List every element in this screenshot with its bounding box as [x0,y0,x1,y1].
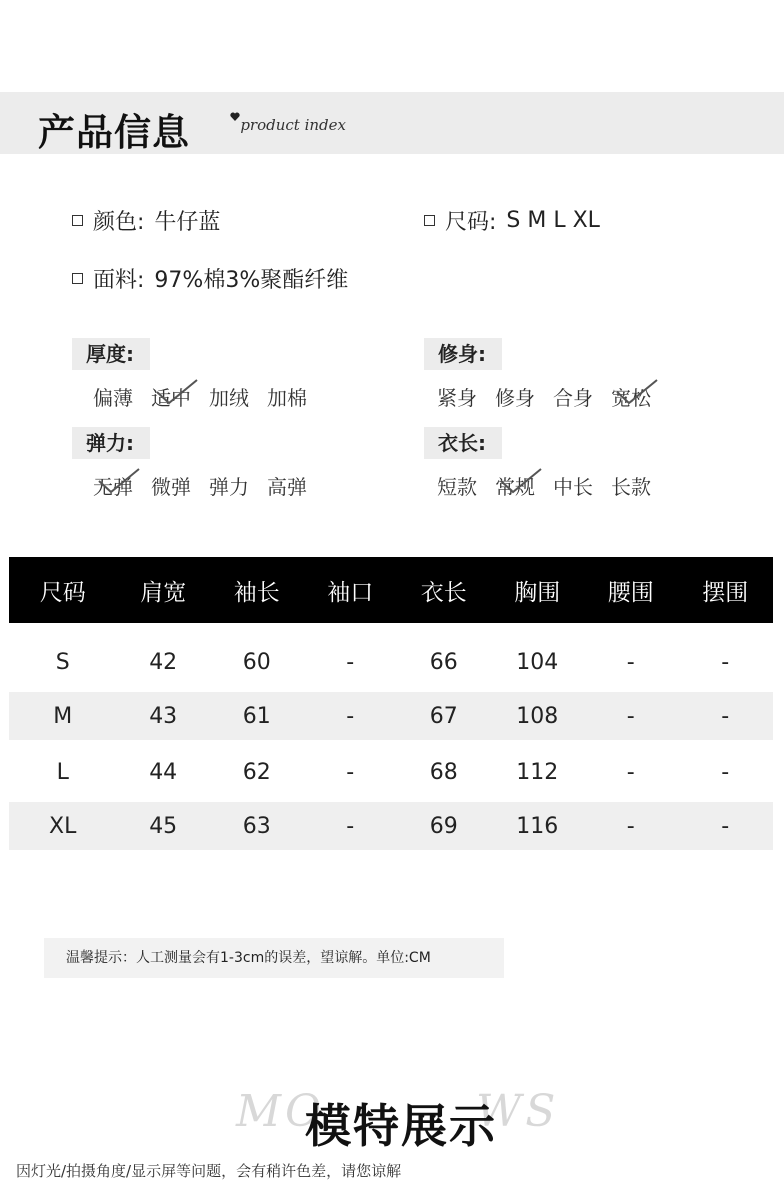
fit-option-selected: 宽松 [611,382,651,411]
table-row [9,748,773,796]
elasticity-option: 弹力 [209,475,249,499]
table-cell: 61 [242,703,271,729]
fit-option: 合身 [553,386,593,410]
table-cell: - [346,649,355,675]
table-cell: 63 [242,813,271,839]
checkbox-square-icon [424,215,435,226]
size-info [424,205,600,236]
table-cell: 60 [242,649,271,675]
column-header: 袖口 [327,579,374,606]
table-cell: - [346,703,355,729]
fit-option: 修身 [495,386,535,410]
color-difference-note: 因灯光/拍摄角度/显示屏等问题，会有稍许色差，请您谅解 [16,1162,402,1180]
checkmark-icon [613,376,659,406]
table-cell: M [53,703,73,729]
elasticity-option: 微弹 [151,475,191,499]
table-cell: S [55,649,70,675]
size-table-header [9,557,773,623]
length-label: 衣长: [424,427,502,459]
model-script-right: WS [476,1086,560,1137]
checkmark-icon [497,465,543,495]
table-cell: 42 [149,649,178,675]
size-label: 尺码: [445,210,497,235]
table-cell: - [721,703,730,729]
column-header: 肩宽 [140,579,187,606]
banner-title: 产品信息 [38,111,190,154]
length-option: 中长 [553,475,593,499]
thickness-option: 加绒 [209,386,249,410]
table-cell: - [721,813,730,839]
column-header: 腰围 [607,579,654,606]
fabric-label: 面料: [93,268,145,293]
table-cell: - [626,813,635,839]
table-row [9,638,773,686]
table-cell: 104 [516,649,559,675]
table-cell: - [721,649,730,675]
color-label: 颜色: [93,210,145,235]
fabric-value: 97%棉3%聚酯纤维 [154,268,349,293]
checkbox-square-icon [72,215,83,226]
thickness-option: 加棉 [267,386,307,410]
table-cell: - [346,813,355,839]
table-row [9,692,773,740]
color-value: 牛仔蓝 [154,210,221,235]
thickness-options [93,382,325,411]
table-cell: - [346,759,355,785]
column-header: 尺码 [39,579,86,606]
size-value: S M L XL [506,208,600,233]
table-cell: 66 [429,649,458,675]
table-cell: 62 [242,759,271,785]
color-info [72,205,220,236]
table-cell: 68 [429,759,458,785]
table-cell: 116 [516,813,559,839]
checkmark-icon [95,465,141,495]
table-cell: - [626,649,635,675]
thickness-option-selected: 适中 [151,382,191,411]
table-cell: - [721,759,730,785]
fabric-info [72,263,348,294]
checkbox-square-icon [72,273,83,284]
table-cell: 43 [149,703,178,729]
thickness-option: 偏薄 [93,386,133,410]
table-cell: 44 [149,759,178,785]
column-header: 胸围 [514,579,561,606]
table-cell: XL [49,813,77,839]
model-section-title: 模特展示 [305,1099,497,1153]
table-cell: 108 [516,703,559,729]
measurement-tip: 温馨提示：人工测量会有1-3cm的误差，望谅解。单位:CM [44,938,504,978]
elasticity-option-selected: 无弹 [93,471,133,500]
checkmark-icon [153,376,199,406]
table-cell: 67 [429,703,458,729]
length-options [437,471,669,500]
table-cell: 45 [149,813,178,839]
elasticity-option: 高弹 [267,475,307,499]
table-cell: - [626,703,635,729]
table-row [9,802,773,850]
product-info-banner [0,92,784,154]
model-script-left: MO [236,1086,326,1137]
elasticity-options [93,471,325,500]
table-cell: L [56,759,69,785]
table-cell: - [626,759,635,785]
column-header: 衣长 [420,579,467,606]
thickness-label: 厚度: [72,338,150,370]
fit-option: 紧身 [437,386,477,410]
column-header: 摆围 [702,579,749,606]
fit-label: 修身: [424,338,502,370]
elasticity-label: 弹力: [72,427,150,459]
length-option: 长款 [611,475,651,499]
banner-subtitle: product index [240,116,346,134]
table-cell: 69 [429,813,458,839]
table-cell: 112 [516,759,559,785]
length-option-selected: 常规 [495,471,535,500]
column-header: 袖长 [233,579,280,606]
fit-options [437,382,669,411]
length-option: 短款 [437,475,477,499]
